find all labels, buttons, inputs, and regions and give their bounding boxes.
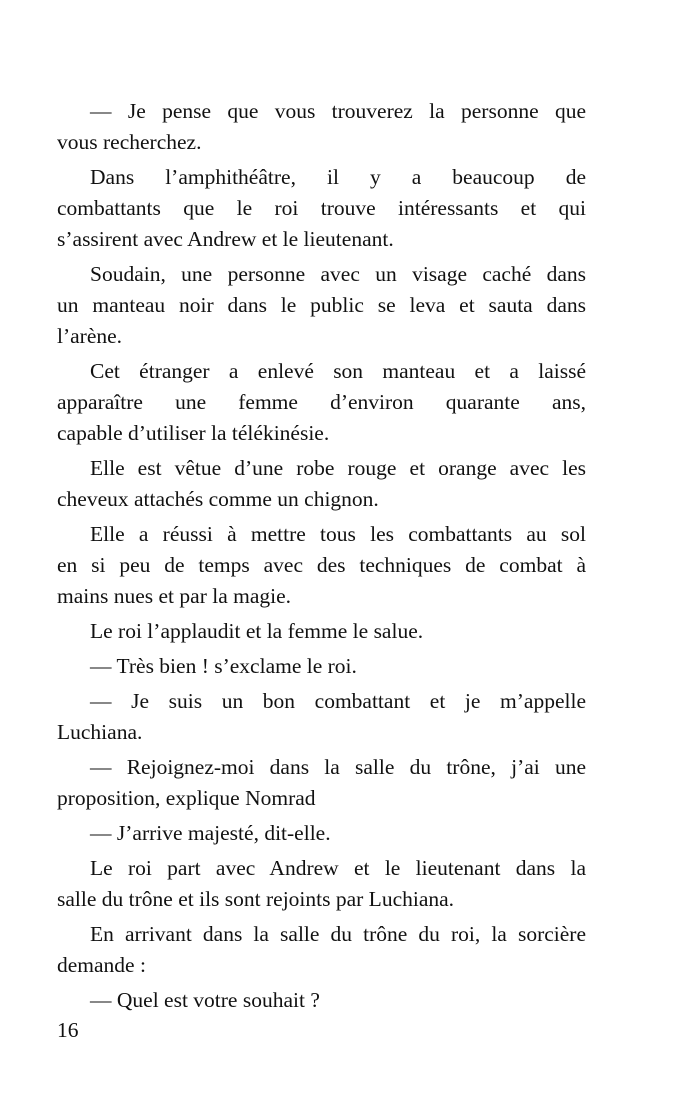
paragraph: [57, 985, 586, 1016]
paragraph: [57, 752, 586, 814]
text-line: cheveux attachés comme un chignon.: [57, 487, 379, 511]
text-line: Dans l’amphithéâtre, il y a beaucoup de: [90, 165, 586, 189]
page-body: [57, 96, 586, 1020]
text-line: mains nues et par la magie.: [57, 584, 292, 608]
text-line: Elle a réussi à mettre tous les combattants au sol: [90, 522, 586, 546]
paragraph: [57, 919, 586, 981]
text-line: — Je pense que vous trouverez la personne que: [90, 99, 586, 123]
text-line: en si peu de temps avec des techniques de combat à: [57, 553, 586, 577]
text-line: — J’arrive majesté, dit-elle.: [90, 821, 331, 845]
paragraph: [57, 853, 586, 915]
paragraph: [57, 453, 586, 515]
text-line: — Quel est votre souhait ?: [90, 988, 320, 1012]
paragraph: [57, 96, 586, 158]
paragraph: [57, 651, 586, 682]
text-line: un manteau noir dans le public se leva et sauta dans: [57, 293, 586, 317]
paragraph: [57, 259, 586, 352]
text-line: vous recherchez.: [57, 130, 202, 154]
text-line: — Je suis un bon combattant et je m’appelle: [90, 689, 586, 713]
text-line: salle du trône et ils sont rejoints par Luchiana.: [57, 887, 455, 911]
paragraph: [57, 686, 586, 748]
text-line: Le roi part avec Andrew et le lieutenant dans la: [90, 856, 586, 880]
text-line: s’assirent avec Andrew et le lieutenant.: [57, 227, 394, 251]
text-line: demande :: [57, 953, 146, 977]
text-line: — Très bien ! s’exclame le roi.: [90, 654, 357, 678]
paragraph: [57, 616, 586, 647]
paragraph: [57, 356, 586, 449]
text-line: Luchiana.: [57, 720, 143, 744]
text-line: Elle est vêtue d’une robe rouge et orange avec les: [90, 456, 586, 480]
paragraph: [57, 519, 586, 612]
text-line: apparaître une femme d’environ quarante ans,: [57, 390, 586, 414]
text-line: combattants que le roi trouve intéressants et qui: [57, 196, 586, 220]
text-line: capable d’utiliser la télékinésie.: [57, 421, 330, 445]
text-line: Le roi l’applaudit et la femme le salue.: [90, 619, 424, 643]
page-number: 16: [57, 1018, 79, 1042]
paragraph: [57, 818, 586, 849]
text-line: Cet étranger a enlevé son manteau et a laissé: [90, 359, 586, 383]
text-line: — Rejoignez-moi dans la salle du trône, j’ai une: [90, 755, 586, 779]
paragraph: [57, 162, 586, 255]
text-line: proposition, explique Nomrad: [57, 786, 316, 810]
text-line: l’arène.: [57, 324, 123, 348]
text-line: Soudain, une personne avec un visage caché dans: [90, 262, 586, 286]
text-line: En arrivant dans la salle du trône du roi, la sorcière: [90, 922, 586, 946]
